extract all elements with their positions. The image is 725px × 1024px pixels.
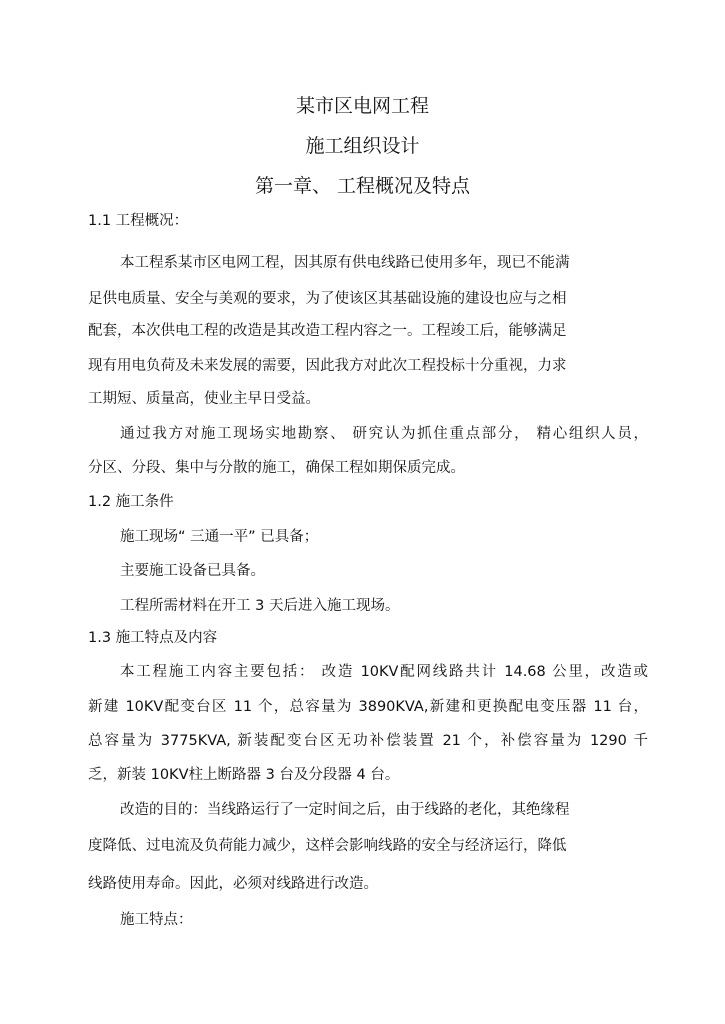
section-heading-1-1: 1.1 工程概况： xyxy=(88,213,189,229)
paragraph-line: 线路使用寿命。因此，必须对线路进行改造。 xyxy=(88,876,378,892)
paragraph-line: 工期短、质量高，使业主早日受益。 xyxy=(88,391,320,407)
paragraph-line: 度降低、过电流及负荷能力减少，这样会影响线路的安全与经济运行，降低 xyxy=(88,838,567,854)
paragraph-line: 配套，本次供电工程的改造是其改造工程内容之一。工程竣工后，能够满足 xyxy=(88,323,567,339)
features-label: 施工特点： xyxy=(120,912,193,928)
paragraph-line: 本工程施工内容主要包括： 改造 10KV配网线路共计 14.68 公里，改造或 xyxy=(120,664,648,680)
paragraph-line: 现有用电负荷及未来发展的需要，因此我方对此次工程投标十分重视，力求 xyxy=(88,358,567,374)
section-heading-1-2: 1.2 施工条件 xyxy=(88,494,174,510)
list-item: 施工现场“ 三通一平” 已具备； xyxy=(120,529,319,545)
paragraph-line: 乏，新装 10KV柱上断路器 3 台及分段器 4 台。 xyxy=(88,767,400,783)
section-heading-1-3: 1.3 施工特点及内容 xyxy=(88,630,218,646)
paragraph-line: 改造的目的：当线路运行了一定时间之后，由于线路的老化，其绝缘程 xyxy=(120,802,570,818)
paragraph-line: 足供电质量、安全与美观的要求，为了使该区其基础设施的建设也应与之相 xyxy=(88,291,567,307)
document-subtitle: 施工组织设计 xyxy=(305,135,420,157)
list-item: 工程所需材料在开工 3 天后进入施工现场。 xyxy=(120,598,400,614)
paragraph-line: 分区、分段、集中与分散的施工，确保工程如期保质完成。 xyxy=(88,460,465,476)
document-title: 某市区电网工程 xyxy=(295,95,429,117)
paragraph-line: 新建 10KV配变台区 11 个，总容量为 3890KVA,新建和更换配电变压器 11 台， xyxy=(88,699,648,715)
chapter-title: 第一章、 工程概况及特点 xyxy=(254,175,471,197)
paragraph-line: 本工程系某市区电网工程，因其原有供电线路已使用多年，现已不能满 xyxy=(120,255,570,271)
paragraph-line: 总容量为 3775KVA, 新装配变台区无功补偿装置 21 个，补偿容量为 1290 千 xyxy=(88,733,648,749)
paragraph-line: 通过我方对施工现场实地勘察、 研究认为抓住重点部分， 精心组织人员， xyxy=(120,426,648,442)
list-item: 主要施工设备已具备。 xyxy=(120,563,265,579)
